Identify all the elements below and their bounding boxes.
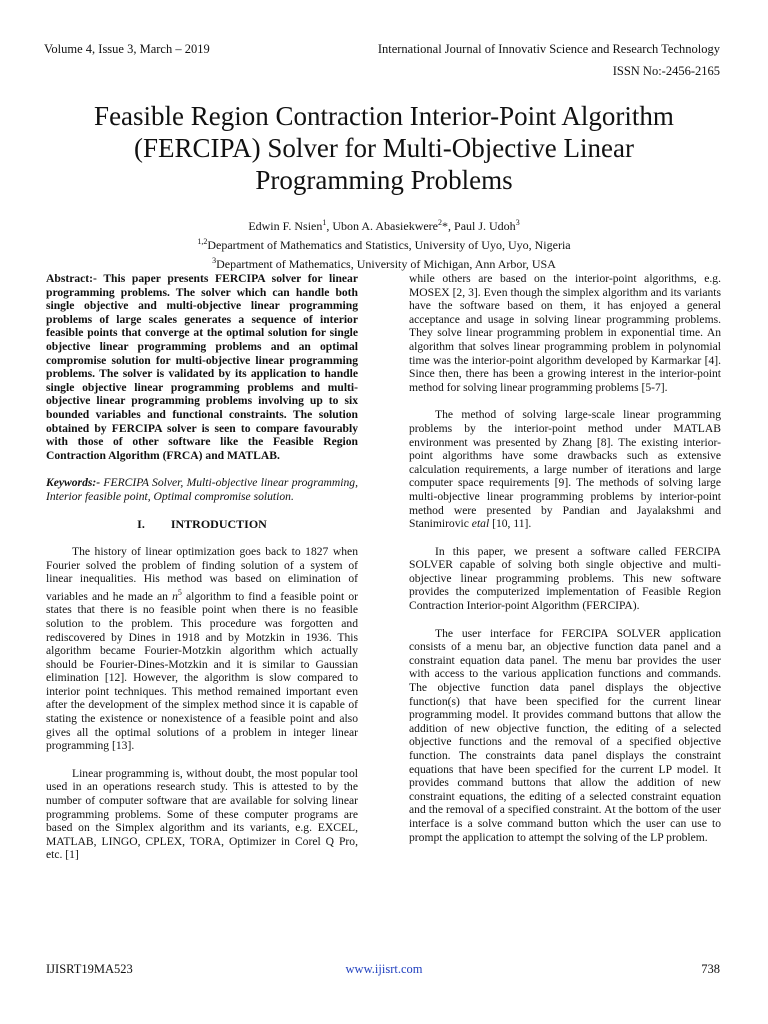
title-line-1: Feasible Region Contraction Interior-Point Algorithm xyxy=(94,101,674,131)
affiliation-2-sup: 3 xyxy=(212,256,217,265)
intro-p1-n: n xyxy=(172,589,178,603)
affiliation-1 xyxy=(0,234,768,253)
author-1-sup: 1 xyxy=(322,218,327,227)
affiliation-1-sup: 1,2 xyxy=(197,237,208,246)
author-3-sup: 3 xyxy=(515,218,520,227)
intro-p1-part-b: algorithm to find a feasible point or states that there is no feasible point when there is no feasible solution to the problem. This procedure was forgotten and rediscovered by Dines in 1918 and by Motzkin in 1936. This algorithm became Fourier-Motzkin algorithm which actually should be Fourier-Dines-Motzkin and it is similar to Gaussian elimination [12]. However, the algorithm is slow compared to interior point techniques. This method remained important even after the development of the simplex method since it is capable of stating the existence or nonexistence of a feasible point and also gives all the optimal solutions of a problem in integer linear programming [13]. xyxy=(46,589,358,753)
right-paragraph-4: The user interface for FERCIPA SOLVER application consists of a menu bar, an objective function data panel and a constraint equation data panel. The menu bar provides the user with access to the various application functions and commands. The objective function data panel displays the objective function(s) that have been specified for the current linear programming model. It provides command buttons that allow the addition of new objective function, the editing of a selected objective functions and the removal of a specified objective function. The constraints data panel displays the constraint equations that have been specified for the current LP model. It provides command buttons that allow the addition of new constraint equations, the editing of a selected constraint equation and the removal of a specified constraint. At the bottom of the user interface is a solve command button which the user can use to prompt the application to attempt the solving of the LP problem. xyxy=(409,626,721,844)
author-names xyxy=(0,215,768,234)
right-paragraph-3: In this paper, we present a software called FERCIPA SOLVER capable of solving both single objective and multi-objective linear programming problems. This new software provides the computerized implementation of Feasible Region Contraction Interior-point Algorithm (FERCIPA). xyxy=(409,544,721,613)
running-header-journal: International Journal of Innovativ Science and Research Technology xyxy=(377,42,720,56)
right-p2-part-b: [10, 11]. xyxy=(489,517,532,531)
right-p2-etal: etal xyxy=(471,517,490,531)
intro-p1-part-a: The history of linear optimization goes back to 1827 when Fourier solved the problem of finding solution of a system of linear inequalities. His method was based on elimination of variables and he made an xyxy=(46,545,358,603)
abstract: Abstract:- This paper presents FERCIPA solver for linear programming problems. The solver which can handle both single objective and multi-objective linear programming problems of large scales generates a sequence of interior feasible points that converge at the optimal solution for single objective linear programming problems and an optimal compromise solution for multi-objective linear programming problems. The solver is validated by its application to handle single objective linear programming problems and multi-objective linear programming problems involving up to six bounded variables and functional constraints. The solution obtained by FERCIPA solver is seen to compare favourably with those of other software like the Feasible Region Contraction Algorithm (FRCA) and MATLAB. xyxy=(46,272,358,462)
right-column xyxy=(409,272,721,844)
keywords-text: FERCIPA Solver, Multi-objective linear programming, Interior feasible point, Optimal compromise solution. xyxy=(46,476,358,503)
paper-title xyxy=(36,100,732,196)
affiliation-2 xyxy=(0,253,768,272)
affiliation-1-text: Department of Mathematics and Statistics, University of Uyo, Uyo, Nigeria xyxy=(207,238,571,252)
footer-page-number: 738 xyxy=(701,962,720,976)
author-2: , Ubon A. Abasiekwere xyxy=(326,219,439,233)
title-line-3: Programming Problems xyxy=(255,165,513,195)
section-heading-introduction xyxy=(46,518,358,532)
affiliation-2-text: Department of Mathematics, University of Michigan, Ann Arbor, USA xyxy=(216,257,556,271)
keywords xyxy=(46,476,358,503)
running-header-volume: Volume 4, Issue 3, March – 2019 xyxy=(44,42,210,56)
author-3: *, Paul J. Udoh xyxy=(442,219,516,233)
author-block xyxy=(0,215,768,272)
footer-paper-id: IJISRT19MA523 xyxy=(46,962,133,976)
intro-p1-exponent: 5 xyxy=(177,587,182,597)
intro-paragraph-2: Linear programming is, without doubt, the most popular tool used in an operations research study. This is attested to by the number of computer software that are available for solving linear programming problems. Some of these computer programs are based on the Simplex algorithm and its variants, e.g. EXCEL, MATLAB, LINGO, CPLEX, TORA, Optimizer in Corel Q Pro, etc. [1] xyxy=(46,766,358,862)
section-number: I. xyxy=(137,516,145,531)
author-2-sup: 2 xyxy=(438,218,443,227)
keywords-label: Keywords:- xyxy=(46,476,101,490)
right-paragraph-2 xyxy=(409,408,721,530)
section-title: INTRODUCTION xyxy=(170,516,267,531)
footer-website-link[interactable]: www.ijisrt.com xyxy=(345,962,423,976)
title-line-2: (FERCIPA) Solver for Multi-Objective Linear xyxy=(134,133,634,163)
right-paragraph-1: while others are based on the interior-point algorithms, e.g. MOSEX [2, 3]. Even though the simplex algorithm and its variants have the software based on them, it has enjoyed a general acceptance and usage in solving linear programming problems. They solve linear programming problem in exponential time. An algorithm that solves linear programming problem in polynomial time was the interior-point algorithm developed by Karmarkar [4]. Since then, there has been a growing interest in the interior-point method for solving linear programming problems [5-7]. xyxy=(409,272,721,394)
intro-paragraph-1 xyxy=(46,545,358,753)
running-header-issn: ISSN No:-2456-2165 xyxy=(612,64,720,78)
left-column xyxy=(46,272,358,862)
author-1: Edwin F. Nsien xyxy=(248,219,323,233)
right-p2-part-a: The method of solving large-scale linear programming problems by the interior-point method under MATLAB environment was presented by Zhang [8]. The existing interior-point algorithms have some drawbacks such as extensive calculation requirements, a large number of iterations and large computer space requirements [9]. The methods of solving large multi-objective linear programming problems by interior-point method were presented by Pandian and Jayalakshmi and Stanimirovic xyxy=(409,408,721,531)
